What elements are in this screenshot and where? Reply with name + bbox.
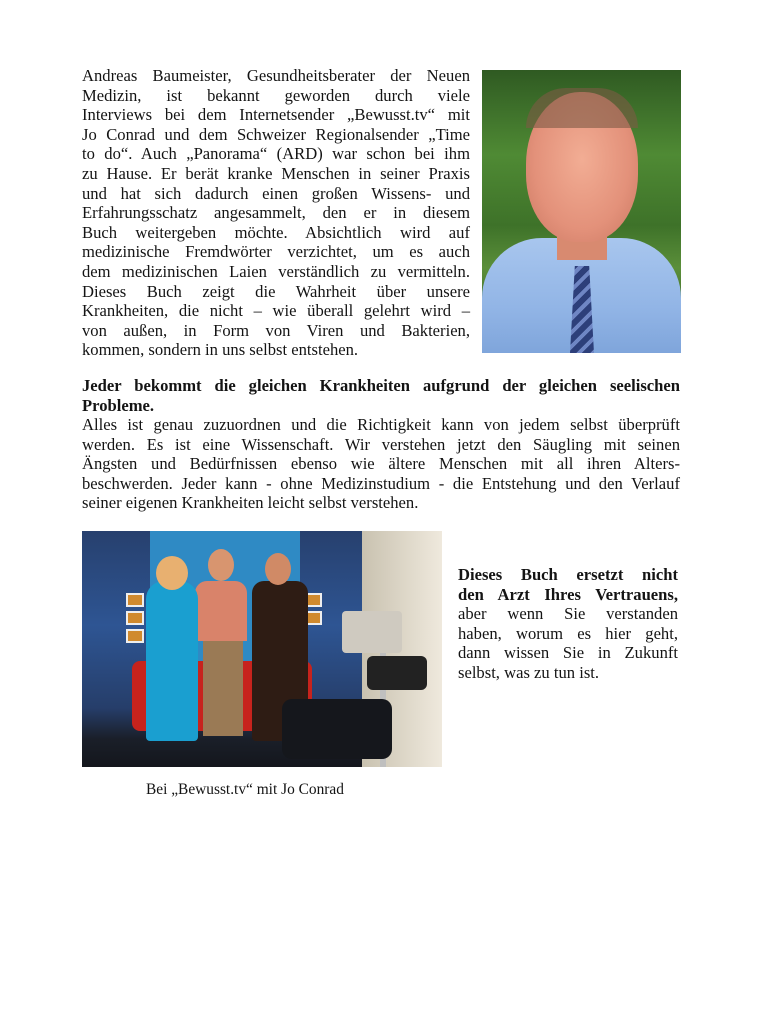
person-legs <box>203 641 243 736</box>
text-line: von außen, in Form von Viren und Bakterien, <box>82 320 470 340</box>
text-line: werden. Es ist eine Wissenschaft. Wir verstehen jetzt den Säugling mit seinen <box>82 434 680 454</box>
text-line: den Arzt Ihres Vertrauens, <box>458 584 678 604</box>
text-line: selbst, was zu tun ist. <box>458 662 600 682</box>
text-line: dem medizinischen Laien verständlich zu vermitteln. <box>82 261 470 281</box>
text-line: Ängsten und Bedürfnissen ebenso wie ältere Menschen mit all ihren Alters- <box>82 454 680 474</box>
text-line: Dieses Buch ersetzt nicht <box>458 565 678 584</box>
person-center <box>195 581 247 641</box>
text-line: Jo Conrad und dem Schweizer Regionalsender „Time <box>82 124 470 144</box>
person-left <box>146 581 198 741</box>
video-camera <box>282 699 392 759</box>
text-line: haben, worum es hier geht, <box>458 623 678 643</box>
portrait-hair <box>526 88 638 128</box>
text-line: Andreas Baumeister, Gesundheitsberater der Neuen <box>82 66 470 85</box>
text-line: seiner eigenen Krankheiten leicht selbst verstehen. <box>82 493 419 513</box>
body-paragraph <box>82 415 680 513</box>
text-line: Buch weitergeben möchte. Absichtlich wird auf <box>82 222 470 242</box>
text-line: beschwerden. Jeder kann - ohne Medizinstudium - die Entstehung und den Verlauf <box>82 473 680 493</box>
wall-picture <box>126 629 144 643</box>
person-head <box>208 549 234 581</box>
text-line: aber wenn Sie verstanden <box>458 604 678 624</box>
video-camera <box>367 656 427 690</box>
side-note <box>458 565 678 683</box>
text-line: kommen, sondern in uns selbst entstehen. <box>82 340 359 360</box>
text-line: Medizin, ist bekannt geworden durch viele <box>82 85 470 105</box>
studio-light <box>342 611 402 653</box>
text-line: dann wissen Sie in Zukunft <box>458 643 678 663</box>
text-line: Alles ist genau zuzuordnen und die Richtigkeit kann von jedem selbst überprüft <box>82 415 680 434</box>
author-portrait-photo <box>482 70 681 353</box>
person-head <box>156 556 188 590</box>
tv-studio-photo <box>82 531 442 767</box>
text-line: Erfahrungsschatz angesammelt, den er in diesem <box>82 203 470 223</box>
text-line: Jeder bekommt die gleichen Krankheiten aufgrund der gleichen seelischen <box>82 376 680 395</box>
photo-caption: Bei „Bewusst.tv“ mit Jo Conrad <box>146 781 344 798</box>
text-line: medizinische Fremdwörter verzichtet, um es auch <box>82 242 470 262</box>
wall-picture <box>126 611 144 625</box>
text-line: Probleme. <box>82 395 155 415</box>
wall-picture <box>126 593 144 607</box>
intro-paragraph <box>82 66 470 360</box>
text-line: to do“. Auch „Panorama“ (ARD) war schon bei ihm <box>82 144 470 164</box>
bold-claim <box>82 376 680 415</box>
text-line: Dieses Buch zeigt die Wahrheit über unsere <box>82 281 470 301</box>
person-head <box>265 553 291 585</box>
text-line: zu Hause. Er berät kranke Menschen in seiner Praxis <box>82 163 470 183</box>
text-line: Interviews bei dem Internetsender „Bewusst.tv“ mit <box>82 105 470 125</box>
text-line: und hat sich dadurch einen großen Wissens- und <box>82 183 470 203</box>
text-line: Krankheiten, die nicht – wie überall gelehrt wird – <box>82 301 470 321</box>
